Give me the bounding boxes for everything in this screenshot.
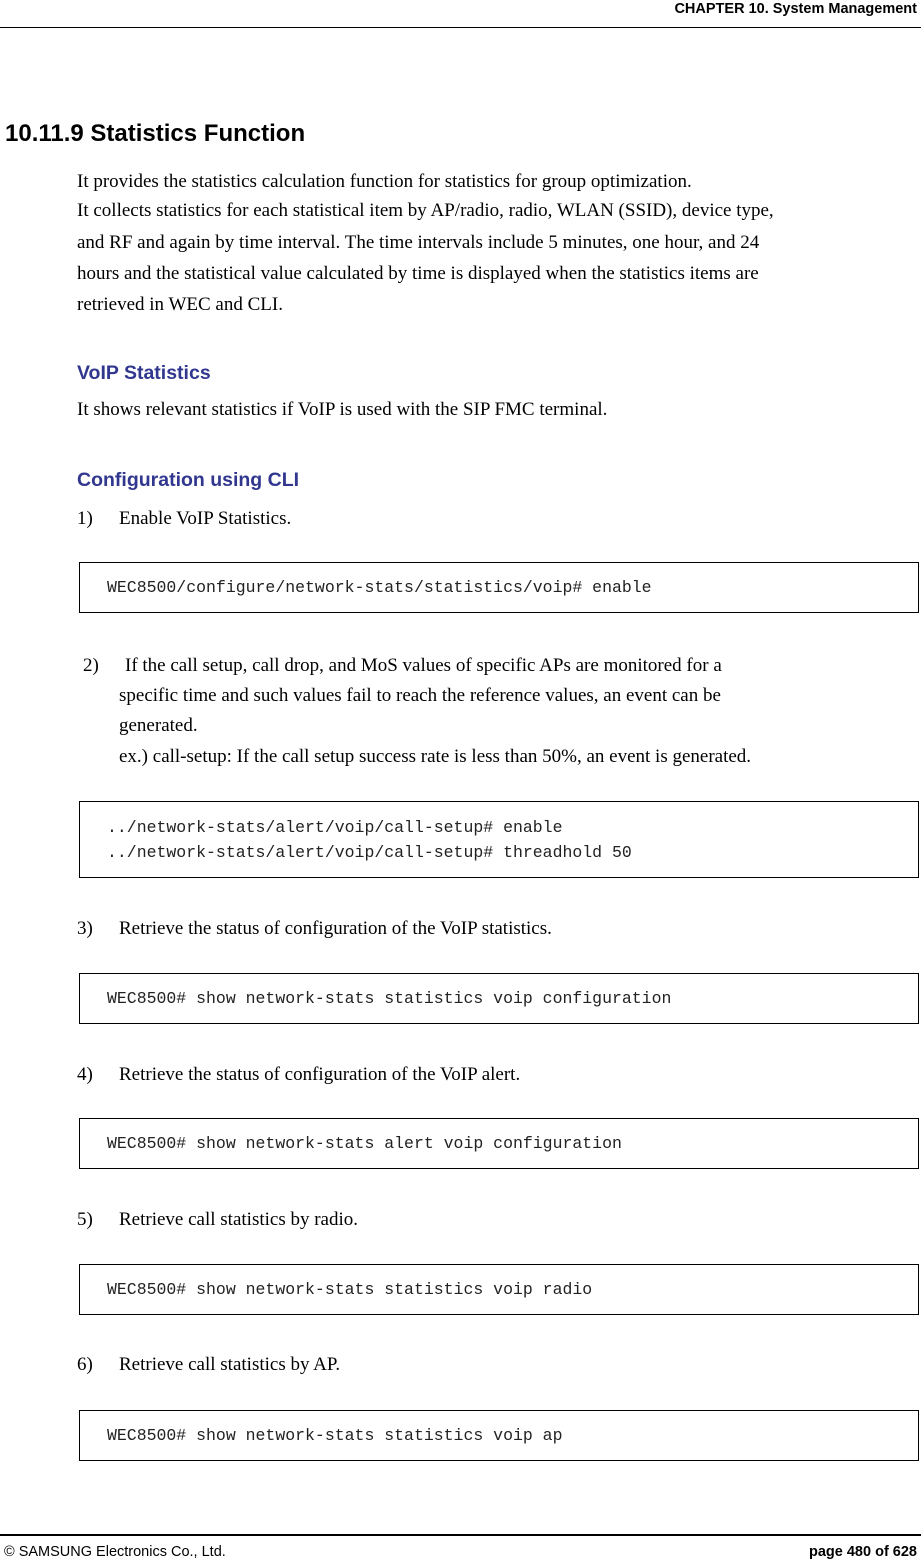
code-line: WEC8500# show network-stats statistics voip radio — [107, 1280, 593, 1299]
step-2-example: ex.) call-setup: If the call setup success rate is less than 50%, an event is generated. — [119, 746, 752, 767]
code-line: WEC8500# show network-stats alert voip configuration — [107, 1134, 622, 1153]
step-text: If the call setup, call drop, and MoS values of specific APs are monitored for a — [125, 655, 722, 676]
step-number: 6) — [77, 1354, 93, 1375]
chapter-header: CHAPTER 10. System Management — [674, 1, 917, 17]
code-line: WEC8500/configure/network-stats/statistics/voip# enable — [107, 578, 652, 597]
code-block-3 — [79, 973, 919, 1024]
step-text: Retrieve the status of configuration of the VoIP statistics. — [119, 918, 552, 939]
configuration-cli-heading: Configuration using CLI — [77, 469, 300, 491]
intro-line-4: hours and the statistical value calculated by time is displayed when the statistics items are — [77, 263, 759, 284]
code-line: ../network-stats/alert/voip/call-setup# enable — [107, 818, 563, 837]
intro-line-2: It collects statistics for each statistical item by AP/radio, radio, WLAN (SSID), device type, — [77, 200, 774, 221]
step-number: 4) — [77, 1064, 93, 1085]
voip-statistics-heading: VoIP Statistics — [77, 362, 211, 384]
code-block-2 — [79, 801, 919, 878]
intro-line-3: and RF and again by time interval. The time intervals include 5 minutes, one hour, and 24 — [77, 232, 760, 253]
code-line: WEC8500# show network-stats statistics voip configuration — [107, 989, 672, 1008]
step-text: Retrieve call statistics by radio. — [119, 1209, 359, 1230]
footer-page-number: page 480 of 628 — [809, 1544, 917, 1560]
code-line: WEC8500# show network-stats statistics voip ap — [107, 1426, 563, 1445]
code-block-1 — [79, 562, 919, 613]
section-title: 10.11.9 Statistics Function — [5, 120, 306, 147]
code-block-4 — [79, 1118, 919, 1169]
step-number: 3) — [77, 918, 93, 939]
step-number: 1) — [77, 508, 93, 529]
step-number: 5) — [77, 1209, 93, 1230]
header-divider — [0, 27, 921, 28]
step-number: 2) — [83, 655, 99, 676]
code-block-6 — [79, 1410, 919, 1461]
intro-line-1: It provides the statistics calculation function for statistics for group optimization. — [77, 171, 692, 192]
intro-line-5: retrieved in WEC and CLI. — [77, 294, 283, 315]
code-line: ../network-stats/alert/voip/call-setup# threadhold 50 — [107, 843, 632, 862]
footer-divider — [0, 1534, 921, 1536]
code-block-5 — [79, 1264, 919, 1315]
step-text: Retrieve the status of configuration of the VoIP alert. — [119, 1064, 521, 1085]
step-2-line-3: generated. — [119, 715, 198, 736]
voip-statistics-text: It shows relevant statistics if VoIP is used with the SIP FMC terminal. — [77, 399, 608, 420]
step-2-line-2: specific time and such values fail to reach the reference values, an event can be — [119, 685, 721, 706]
step-text: Enable VoIP Statistics. — [119, 508, 292, 529]
step-text: Retrieve call statistics by AP. — [119, 1354, 341, 1375]
footer-copyright: © SAMSUNG Electronics Co., Ltd. — [4, 1544, 226, 1560]
